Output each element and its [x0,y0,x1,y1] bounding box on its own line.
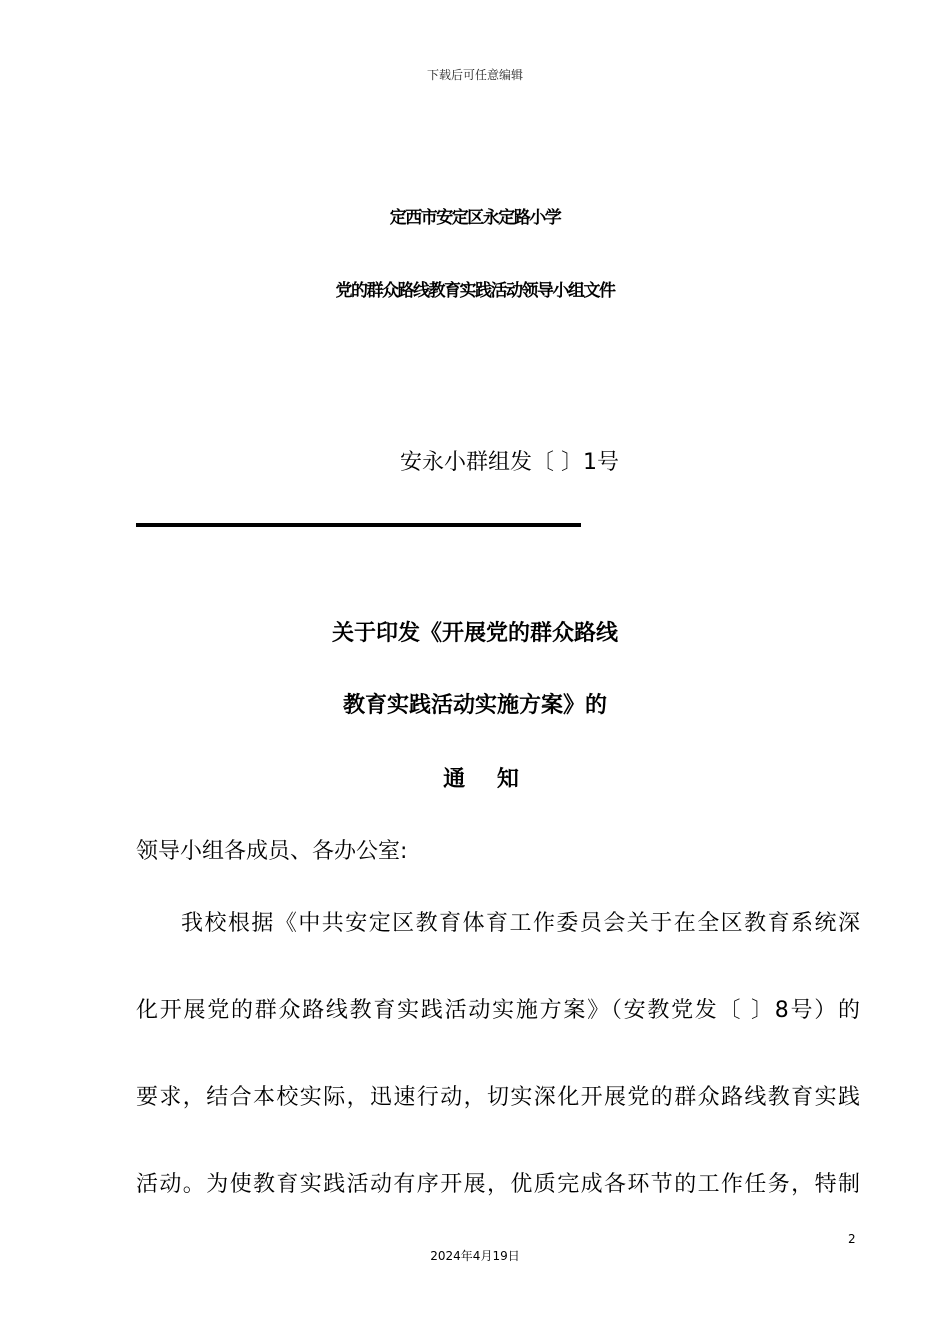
paragraph-line: 我校根据《中共安定区教育体育工作委员会关于在全区教育系统深 [181,911,860,936]
header-note: 下载后可任意编辑 [426,68,523,82]
notice-title-line-2: 教育实践活动实施方案》的 [342,693,607,718]
org-subtitle: 党的群众路线教育实践活动领导小组文件 [335,281,615,301]
paragraph-line: 要求，结合本校实际，迅速行动，切实深化开展党的群众路线教育实践 [136,1085,860,1110]
page-number: 2 [848,1232,856,1246]
red-header-divider [136,523,581,527]
paragraph-line: 化开展党的群众路线教育实践活动实施方案》（安教党发〔 〕8号）的 [136,998,860,1023]
paragraph-line: 活动。为使教育实践活动有序开展，优质完成各环节的工作任务，特制 [136,1172,860,1197]
notice-title-line-1: 关于印发《开展党的群众路线 [331,621,618,646]
document-number: 安永小群组发〔 〕1号 [400,450,619,475]
addressee: 领导小组各成员、各办公室: [136,839,408,864]
notice-title-line-3: 通 知 [443,767,531,792]
org-title: 定西市安定区永定路小学 [389,208,561,228]
footer-date: 2024年4月19日 [430,1249,520,1263]
